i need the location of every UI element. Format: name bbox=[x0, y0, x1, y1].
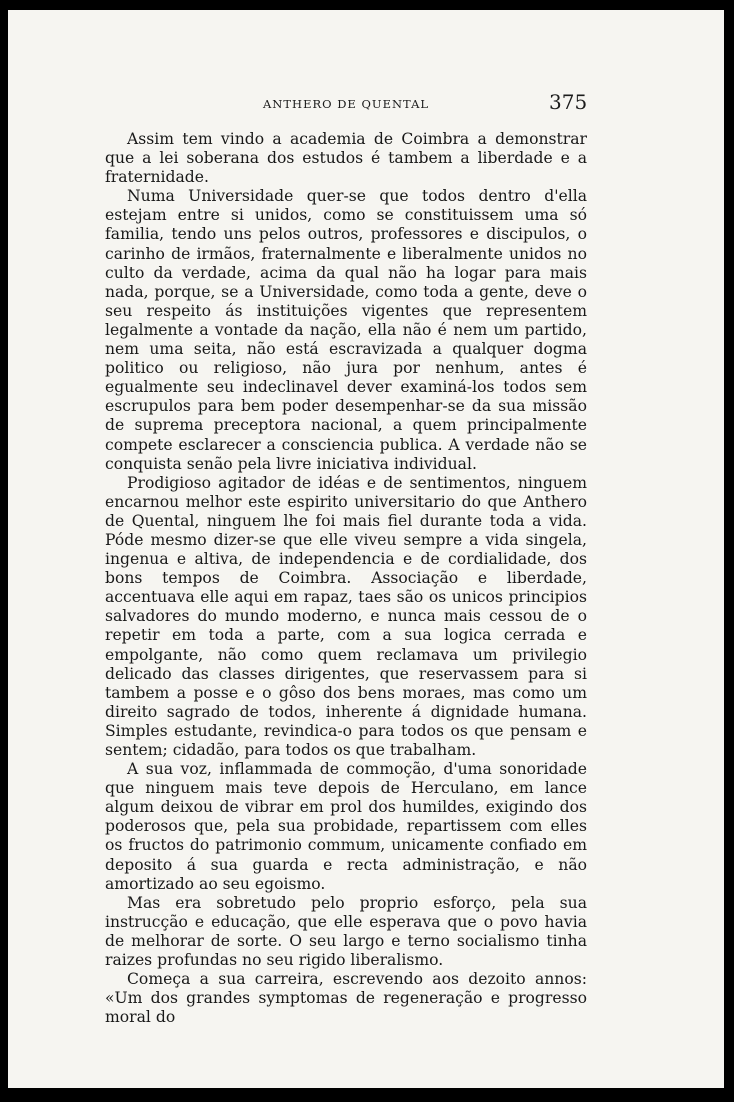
paragraph: A sua voz, inflammada de commoção, d'uma sonoridade que ninguem mais teve depois de Herculano, em lance algum deixou de vibrar em prol dos humildes, exigindo dos poderosos que, pela sua probidade, repartissem com elles os fructos do patrimonio commum, unicamente confiado em deposito á sua guarda e recta administração, e não amortizado ao seu egoismo. bbox=[105, 760, 587, 893]
paragraph: Numa Universidade quer-se que todos dentro d'ella estejam entre si unidos, como se constituissem uma só familia, tendo uns pelos outros, professores e discipulos, o carinho de irmãos, fraternalmente e liberalmente unidos no culto da verdade, acima da qual não ha logar para mais nada, porque, se a Universidade, como toda a gente, deve o seu respeito ás instituições vigentes que representem legalmente a vontade da nação, ella não é nem um partido, nem uma seita, não está escravizada a qualquer dogma politico ou religioso, não jura por nenhum, antes é egualmente seu indeclinavel dever examiná-los todos sem escrupulos para bem poder desempenhar-se da sua missão de suprema preceptora nacional, a quem principalmente compete esclarecer a consciencia publica. A verdade não se conquista senão pela livre iniciativa individual. bbox=[105, 187, 587, 473]
running-title: ANTHERO DE QUENTAL bbox=[263, 97, 430, 111]
paragraph: Começa a sua carreira, escrevendo aos dezoito annos: «Um dos grandes symptomas de regeneração e progresso moral do bbox=[105, 970, 587, 1027]
paragraph: Prodigioso agitador de idéas e de sentimentos, ninguem encarnou melhor este espirito universitario do que Anthero de Quental, ninguem lhe foi mais fiel durante toda a vida. Póde mesmo dizer-se que elle viveu sempre a vida singela, ingenua e altiva, de independencia e de cordialidade, dos bons tempos de Coimbra. Associação e liberdade, accentuava elle aqui em rapaz, taes são os unicos principios salvadores do mundo moderno, e nunca mais cessou de o repetir em toda a parte, com a sua logica cerrada e empolgante, não como quem reclamava um privilegio delicado das classes dirigentes, que reservassem para si tambem a posse e o gôso dos bens moraes, mas como um direito sagrado de todos, inherente á dignidade humana. Simples estudante, revindica-o para todos os que pensam e sentem; cidadão, para todos os que trabalham. bbox=[105, 473, 587, 759]
paragraph: Assim tem vindo a academia de Coimbra a demonstrar que a lei soberana dos estudos é tambem a liberdade e a fraternidade. bbox=[105, 130, 587, 187]
page-number: 375 bbox=[549, 90, 588, 114]
body-text bbox=[105, 130, 587, 1027]
paragraph: Mas era sobretudo pelo proprio esforço, pela sua instrucção e educação, que elle esperava que o povo havia de melhorar de sorte. O seu largo e terno socialismo tinha raizes profundas no seu rigido liberalismo. bbox=[105, 893, 587, 970]
book-page bbox=[8, 10, 724, 1088]
